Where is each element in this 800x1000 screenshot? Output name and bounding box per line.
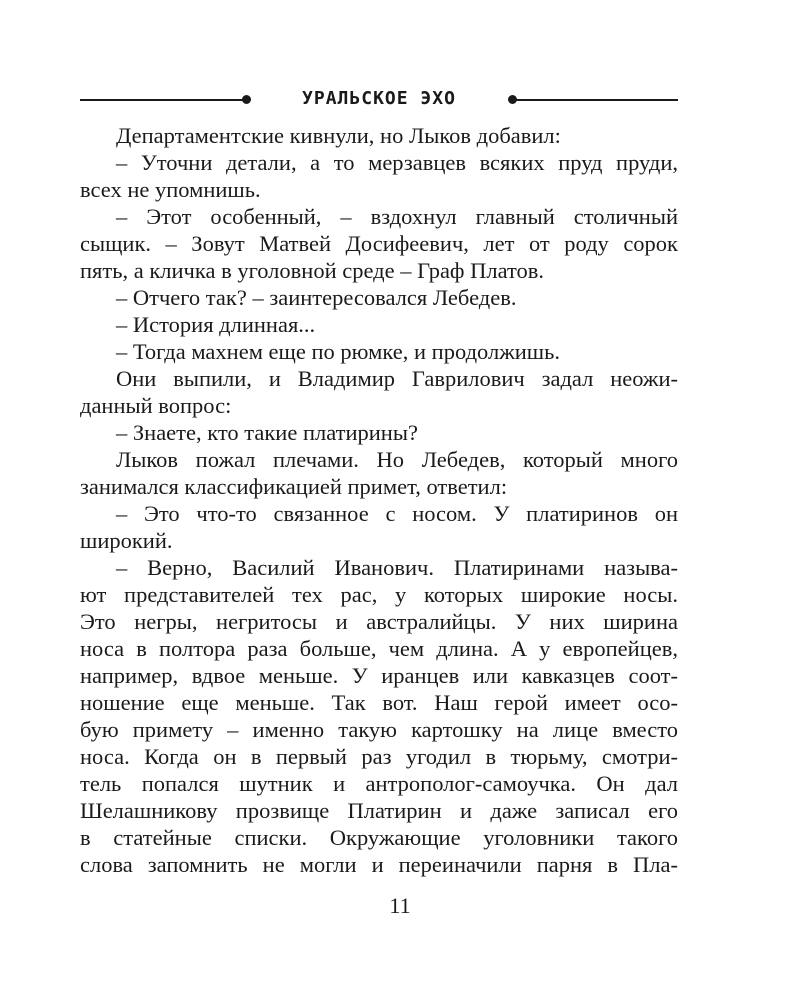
header-rule-left bbox=[80, 99, 243, 101]
text-line: Это негры, негритосы и австралийцы. У них ширина bbox=[80, 609, 678, 634]
text-line: – Уточни детали, а то мерзавцев всяких пруд пруди, bbox=[116, 150, 678, 175]
text-line: например, вдвое меньше. У иранцев или кавказцев соот- bbox=[80, 663, 678, 688]
text-line: тель попался шутник и антрополог-самоучка. Он дал bbox=[80, 771, 678, 796]
text-line: ношение еще меньше. Так вот. Наш герой имеет осо- bbox=[80, 690, 678, 715]
running-title: УРАЛЬСКОЕ ЭХО bbox=[302, 88, 456, 109]
text-line: Они выпили, и Владимир Гаврилович задал неожи- bbox=[116, 366, 678, 391]
text-line: занимался классификацией примет, ответил: bbox=[80, 474, 508, 499]
text-line: бую примету – именно такую картошку на лице вместо bbox=[80, 717, 678, 742]
text-line: всех не упомнишь. bbox=[80, 177, 261, 202]
text-line: Лыков пожал плечами. Но Лебедев, который много bbox=[116, 447, 678, 472]
running-header bbox=[80, 86, 678, 114]
text-line: – Знаете, кто такие платирины? bbox=[116, 420, 418, 445]
text-line: Департаментские кивнули, но Лыков добавил: bbox=[116, 123, 561, 148]
text-line: сыщик. – Зовут Матвей Досифеевич, лет от роду сорок bbox=[80, 231, 678, 256]
text-line: – История длинная... bbox=[116, 312, 316, 337]
header-rule-right bbox=[515, 99, 678, 101]
text-line: – Верно, Василий Иванович. Платиринами называ- bbox=[116, 555, 678, 580]
text-line: – Этот особенный, – вздохнул главный столичный bbox=[116, 204, 678, 229]
text-line: – Отчего так? – заинтересовался Лебедев. bbox=[116, 285, 517, 310]
text-line: носа. Когда он в первый раз угодил в тюрьму, смотри- bbox=[80, 744, 678, 769]
text-line: – Тогда махнем еще по рюмке, и продолжишь. bbox=[116, 339, 560, 364]
text-line: ют представителей тех рас, у которых широкие носы. bbox=[80, 582, 678, 607]
text-line: пять, а кличка в уголовной среде – Граф Платов. bbox=[80, 258, 545, 283]
text-line: слова запомнить не могли и переиначили парня в Пла- bbox=[80, 852, 678, 877]
page-body-text bbox=[80, 122, 678, 878]
text-line: носа в полтора раза больше, чем длина. А у европейцев, bbox=[80, 636, 678, 661]
text-line: широкий. bbox=[80, 528, 173, 553]
text-line: в статейные списки. Окружающие уголовники такого bbox=[80, 825, 678, 850]
text-line: – Это что-то связанное с носом. У платиринов он bbox=[116, 501, 678, 526]
header-dot-left bbox=[242, 95, 251, 104]
text-line: данный вопрос: bbox=[80, 393, 232, 418]
page-number: 11 bbox=[389, 893, 411, 918]
text-line: Шелашникову прозвище Платирин и даже записал его bbox=[80, 798, 678, 823]
